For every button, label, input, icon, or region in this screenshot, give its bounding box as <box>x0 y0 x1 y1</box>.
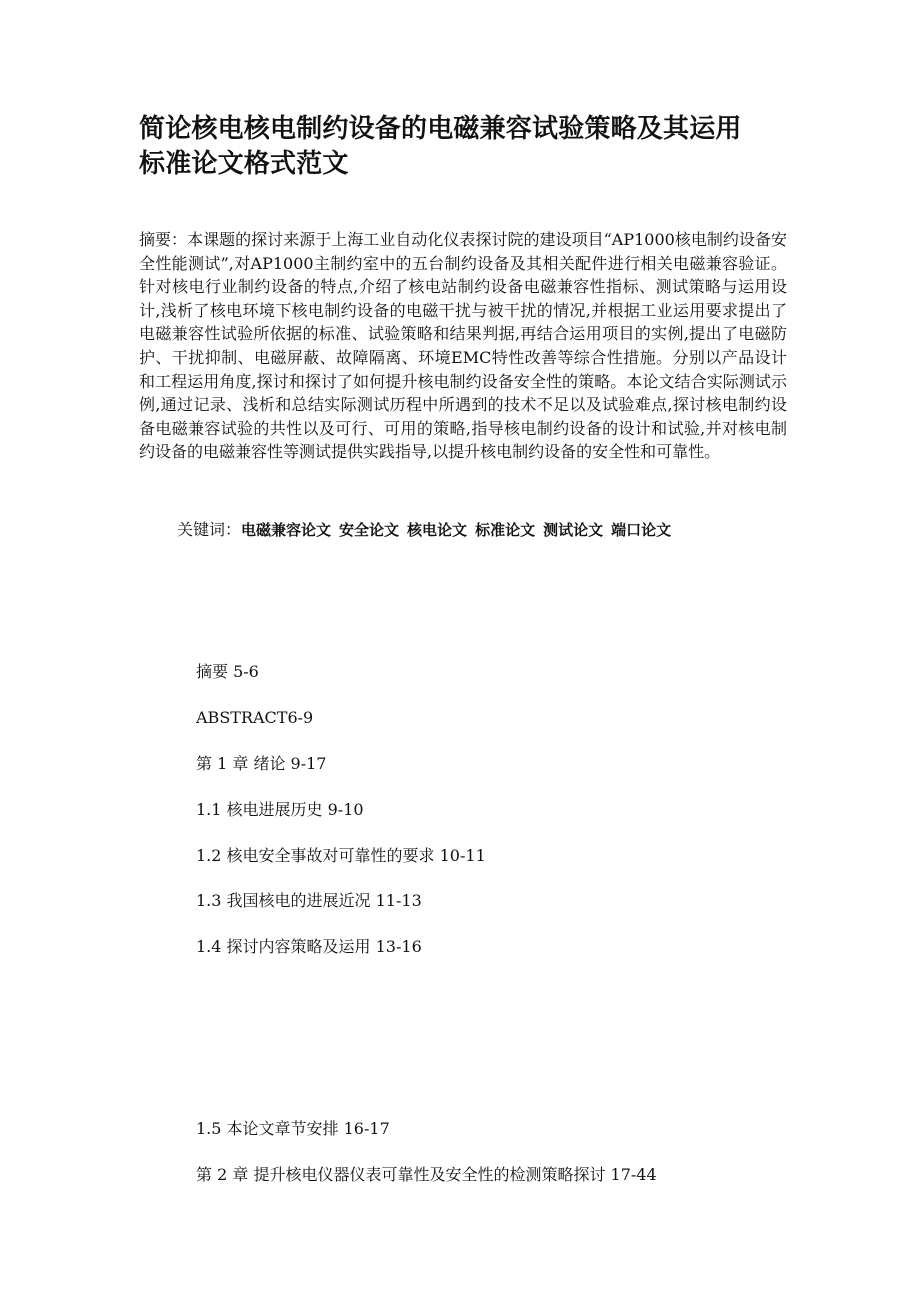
abstract-paragraph: 摘要：本课题的探讨来源于上海工业自动化仪表探讨院的建设项目“AP1000核电制约设备安全性能测试”,对AP1000主制约室中的五台制约设备及其相关配件进行相关电磁兼容验证。针对核电行业制约设备的特点,介绍了核电站制约设备电磁兼容性指标、测试策略与运用设计,浅析了核电环境下核电制约设备的电磁干扰与被干扰的情况,并根据工业运用要求提出了电磁兼容性试验所依据的标准、试验策略和结果判据,再结合运用项目的实例,提出了电磁防护、干扰抑制、电磁屏蔽、故障隔离、环境EMC特性改善等综合性措施。分别以产品设计和工程运用角度,探讨和探讨了如何提升核电制约设备安全性的策略。本论文结合实际测试示例,通过记录、浅析和总结实际测试历程中所遇到的技术不足以及试验难点,探讨核电制约设备电磁兼容试验的共性以及可行、可用的策略,指导核电制约设备的设计和试验,并对核电制约设备的电磁兼容性等测试提供实践指导,以提升核电制约设备的安全性和可靠性。 <box>139 230 787 462</box>
toc-entry: 1.3 我国核电的进展近况 11-13 <box>196 891 422 910</box>
keyword-item: 标准论文 <box>475 521 536 539</box>
toc-entry: 摘要 5-6 <box>196 662 259 681</box>
toc-entry: 1.4 探讨内容策略及运用 13-16 <box>196 937 422 956</box>
title-line-2: 标准论文格式范文 <box>139 149 349 179</box>
toc-entry: 第 2 章 提升核电仪器仪表可靠性及安全性的检测策略探讨 17-44 <box>196 1165 657 1184</box>
keyword-item: 安全论文 <box>339 521 400 539</box>
title-line-1: 简论核电核电制约设备的电磁兼容试验策略及其运用 <box>139 114 742 144</box>
keyword-item: 端口论文 <box>611 521 672 539</box>
toc-entry: 1.5 本论文章节安排 16-17 <box>196 1119 390 1138</box>
keyword-item: 核电论文 <box>407 521 468 539</box>
toc-entry: ABSTRACT6-9 <box>196 708 314 727</box>
keywords-line <box>177 518 817 542</box>
toc-entry: 第 1 章 绪论 9-17 <box>196 754 327 773</box>
toc-entry: 1.1 核电进展历史 9-10 <box>196 800 364 819</box>
keywords-label: 关键词： <box>177 520 242 539</box>
keyword-item: 测试论文 <box>543 521 604 539</box>
keyword-item: 电磁兼容论文 <box>241 521 332 539</box>
document-title <box>139 112 789 182</box>
toc-entry: 1.2 核电安全事故对可靠性的要求 10-11 <box>196 846 486 865</box>
